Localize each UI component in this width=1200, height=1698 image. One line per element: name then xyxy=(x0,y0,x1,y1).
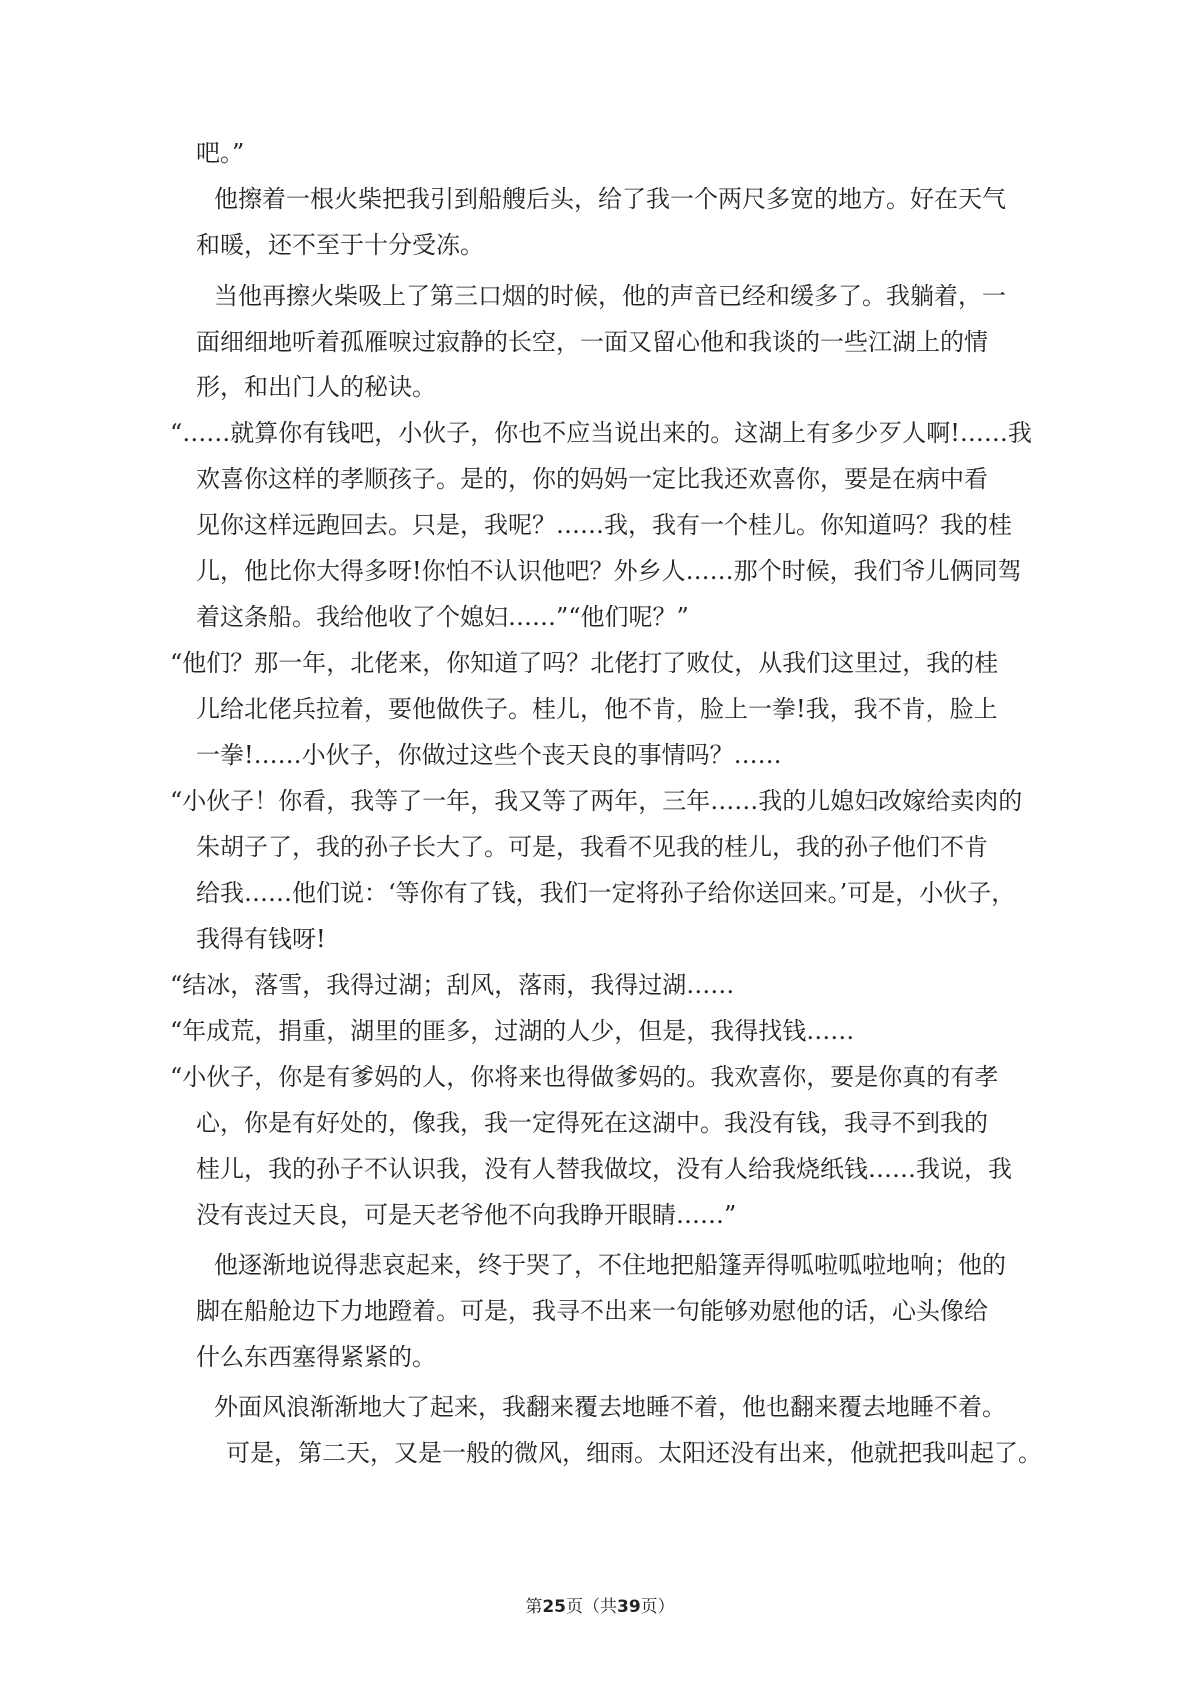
text-line: 他逐渐地说得悲哀起来，终于哭了，不住地把船篷弄得呱啦呱啦地响；他的 xyxy=(214,1251,1006,1279)
text-line: “年成荒，捐重，湖里的匪多，过湖的人少，但是，我得找钱…… xyxy=(170,1017,855,1045)
footer-prefix: 第 xyxy=(525,1597,543,1617)
text-line: 什么东西塞得紧紧的。 xyxy=(196,1343,436,1371)
text-line: 面细细地听着孤雁唳过寂静的长空，一面又留心他和我谈的一些江湖上的情 xyxy=(196,328,988,356)
text-line: 他擦着一根火柴把我引到船艘后头，给了我一个两尺多宽的地方。好在天气 xyxy=(214,185,1006,213)
text-line: 和暖，还不至于十分受冻。 xyxy=(196,231,484,259)
current-page-number: 25 xyxy=(542,1597,566,1617)
footer-suffix: 页） xyxy=(640,1597,675,1617)
text-line: 见你这样远跑回去。只是，我呢？……我，我有一个桂儿。你知道吗？我的桂 xyxy=(196,511,1012,539)
text-line: “他们？那一年，北佬来，你知道了吗？北佬打了败仗，从我们这里过，我的桂 xyxy=(170,649,999,677)
text-line: 吧。” xyxy=(196,139,245,167)
text-line: 欢喜你这样的孝顺孩子。是的，你的妈妈一定比我还欢喜你，要是在病中看 xyxy=(196,465,988,493)
text-line: 心，你是有好处的，像我，我一定得死在这湖中。我没有钱，我寻不到我的 xyxy=(196,1109,988,1137)
text-line: 儿，他比你大得多呀!你怕不认识他吧？外乡人……那个时候，我们爷儿俩同驾 xyxy=(196,557,1022,585)
text-line: 桂儿，我的孙子不认识我，没有人替我做坟，没有人给我烧纸钱……我说，我 xyxy=(196,1155,1012,1183)
text-line: 形，和出门人的秘诀。 xyxy=(196,373,436,401)
text-line: 着这条船。我给他收了个媳妇……”“他们呢？” xyxy=(196,603,689,631)
text-line: “小伙子！你看，我等了一年，我又等了两年，三年……我的儿媳妇改嫁给卖肉的 xyxy=(170,787,1023,815)
text-line: 外面风浪渐渐地大了起来，我翻来覆去地睡不着，他也翻来覆去地睡不着。 xyxy=(214,1393,1006,1421)
text-line: 儿给北佬兵拉着，要他做佚子。桂儿，他不肯，脸上一拳!我，我不肯，脸上 xyxy=(196,695,998,723)
text-line: 一拳!……小伙子，你做过这些个丧天良的事情吗？…… xyxy=(196,741,782,769)
text-line: 朱胡子了，我的孙子长大了。可是，我看不见我的桂儿，我的孙子他们不肯 xyxy=(196,833,988,861)
text-line: 可是，第二天，又是一般的微风，细雨。太阳还没有出来，他就把我叫起了。 xyxy=(226,1439,1042,1467)
text-line: “……就算你有钱吧，小伙子，你也不应当说出来的。这湖上有多少歹人啊!……我 xyxy=(170,419,1032,447)
text-line: 没有丧过天良，可是天老爷他不向我睁开眼睛……” xyxy=(196,1201,737,1229)
text-line: 我得有钱呀! xyxy=(196,925,326,953)
text-line: 当他再擦火柴吸上了第三口烟的时候，他的声音已经和缓多了。我躺着，一 xyxy=(214,282,1006,310)
text-line: 脚在船舱边下力地蹬着。可是，我寻不出来一句能够劝慰他的话，心头像给 xyxy=(196,1297,988,1325)
page-footer xyxy=(0,1595,1200,1619)
text-line: “小伙子，你是有爹妈的人，你将来也得做爹妈的。我欢喜你，要是你真的有孝 xyxy=(170,1063,999,1091)
total-page-number: 39 xyxy=(617,1597,641,1617)
text-line: 给我……他们说：‘等你有了钱，我们一定将孙子给你送回来。’可是，小伙子， xyxy=(196,879,1016,907)
text-line: “结冰，落雪，我得过湖；刮风，落雨，我得过湖…… xyxy=(170,971,735,999)
footer-middle: 页（共 xyxy=(566,1597,617,1617)
